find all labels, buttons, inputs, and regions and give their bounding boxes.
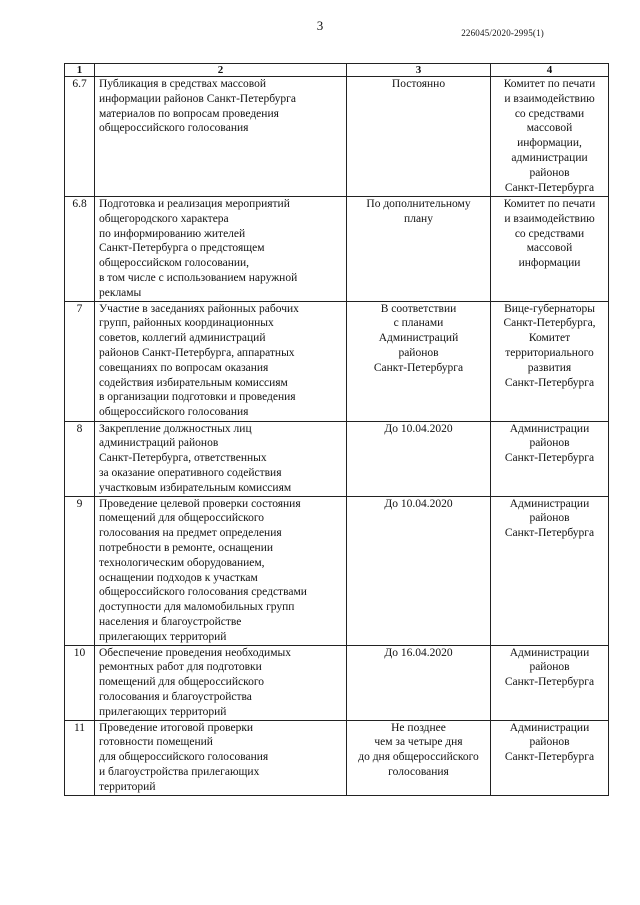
task-description: Публикация в средствах массовой информации районов Санкт-Петербурга материалов по вопросам проведения общероссийского голосования <box>95 77 347 197</box>
row-number: 10 <box>65 645 95 720</box>
task-executor: Комитет по печати и взаимодействию со средствами массовой информации, администрации районов Санкт-Петербурга <box>491 77 609 197</box>
column-header: 1 <box>65 64 95 77</box>
row-number: 6.7 <box>65 77 95 197</box>
task-executor: Администрации районов Санкт-Петербурга <box>491 720 609 795</box>
table-row <box>65 720 609 795</box>
row-number: 8 <box>65 421 95 496</box>
task-executor: Администрации районов Санкт-Петербурга <box>491 496 609 645</box>
table-row <box>65 496 609 645</box>
row-number: 7 <box>65 301 95 421</box>
row-number: 11 <box>65 720 95 795</box>
row-number: 6.8 <box>65 197 95 302</box>
task-term: До 10.04.2020 <box>347 496 491 645</box>
column-header: 2 <box>95 64 347 77</box>
table-row <box>65 77 609 197</box>
task-term: Не позднее чем за четыре дня до дня общероссийского голосования <box>347 720 491 795</box>
task-executor: Администрации районов Санкт-Петербурга <box>491 645 609 720</box>
task-description: Проведение целевой проверки состояния помещений для общероссийского голосования на предмет определения потребности в ремонте, оснащении технологическим оборудованием, оснащении подходов к участкам общероссийского голосования средствами доступности для маломобильных групп населения и благоустройстве прилегающих территорий <box>95 496 347 645</box>
row-number: 9 <box>65 496 95 645</box>
table-row <box>65 645 609 720</box>
task-term: До 16.04.2020 <box>347 645 491 720</box>
column-header: 4 <box>491 64 609 77</box>
task-description: Закрепление должностных лиц администраций районов Санкт-Петербурга, ответственных за оказание оперативного содействия участковым избирательным комиссиям <box>95 421 347 496</box>
task-description: Участие в заседаниях районных рабочих групп, районных координационных советов, коллегий администраций районов Санкт-Петербурга, аппаратных совещаниях по вопросам оказания содействия избирательным комиссиям в организации подготовки и проведения общероссийского голосования <box>95 301 347 421</box>
document-id: 226045/2020-2995(1) <box>461 28 544 38</box>
table-row <box>65 301 609 421</box>
column-header: 3 <box>347 64 491 77</box>
page-number: 3 <box>316 18 324 33</box>
task-term: Постоянно <box>347 77 491 197</box>
task-description: Проведение итоговой проверки готовности помещений для общероссийского голосования и благоустройства прилегающих территорий <box>95 720 347 795</box>
table-row <box>65 197 609 302</box>
table-row <box>65 421 609 496</box>
table-header-row <box>65 64 609 77</box>
task-term: По дополнительному плану <box>347 197 491 302</box>
task-term: В соответствии с планами Администраций районов Санкт-Петербурга <box>347 301 491 421</box>
task-term: До 10.04.2020 <box>347 421 491 496</box>
task-executor: Вице-губернаторы Санкт-Петербурга, Комитет территориального развития Санкт-Петербурга <box>491 301 609 421</box>
task-executor: Комитет по печати и взаимодействию со средствами массовой информации <box>491 197 609 302</box>
task-executor: Администрации районов Санкт-Петербурга <box>491 421 609 496</box>
task-description: Обеспечение проведения необходимых ремонтных работ для подготовки помещений для общероссийского голосования и благоустройства прилегающих территорий <box>95 645 347 720</box>
task-description: Подготовка и реализация мероприятий общегородского характера по информированию жителей Санкт-Петербурга о предстоящем общероссийском голосовании, в том числе с использованием наружной рекламы <box>95 197 347 302</box>
plan-table <box>64 63 609 796</box>
